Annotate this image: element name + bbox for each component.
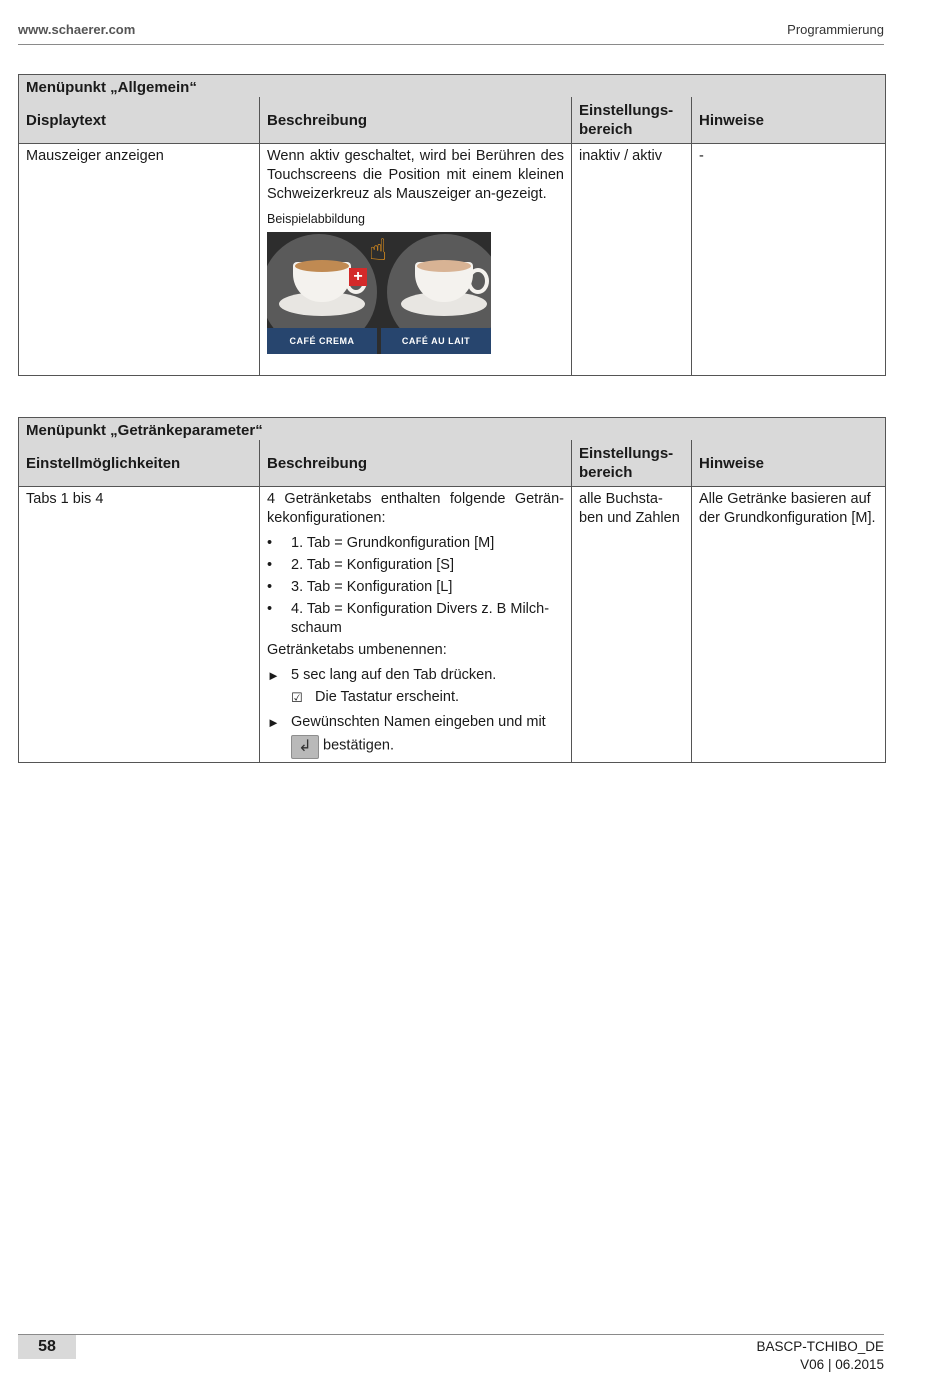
example-label: Beispielabbildung	[267, 212, 365, 226]
cell-range: alle Buchsta-ben und Zahlen	[572, 487, 692, 763]
step-text: 5 sec lang auf den Tab drücken.	[291, 667, 497, 683]
list-item	[267, 534, 564, 553]
column-header-beschreibung: Beschreibung	[260, 97, 572, 144]
footer-divider	[18, 1334, 884, 1335]
table-row	[19, 487, 886, 763]
cell-description	[260, 144, 572, 376]
header-divider	[18, 44, 884, 45]
rename-label: Getränketabs umbenennen:	[267, 642, 447, 658]
pointer-hand-icon: ☝	[369, 234, 388, 267]
column-header-beschreibung: Beschreibung	[260, 440, 572, 487]
result-text: Die Tastatur erscheint.	[315, 689, 459, 705]
step-text: Gewünschten Namen eingeben und mit	[291, 714, 546, 730]
column-header-einstellungsbereich: Einstellungs- bereich	[572, 97, 692, 144]
doc-code: BASCP-TCHIBO_DE	[756, 1339, 884, 1354]
cell-displaytext: Mauszeiger anzeigen	[19, 144, 260, 376]
header-website: www.schaerer.com	[18, 22, 136, 37]
table-row	[19, 144, 886, 376]
step-result	[267, 688, 564, 707]
table-title: Menüpunkt „Allgemein“	[19, 75, 886, 98]
coffee-surface-left	[295, 260, 349, 272]
swiss-cross-cursor-icon: +	[349, 268, 367, 286]
cell-option: Tabs 1 bis 4	[19, 487, 260, 763]
list-item-text: 1. Tab = Grundkonfiguration [M]	[291, 535, 495, 551]
bullet-icon: •	[267, 579, 273, 595]
list-item-text: 3. Tab = Konfiguration [L]	[291, 579, 453, 595]
example-image	[267, 232, 491, 354]
list-item	[267, 556, 564, 575]
doc-version: V06 | 06.2015	[800, 1357, 884, 1372]
cafe-crema-button: CAFÉ CREMA	[267, 328, 377, 354]
column-header-einstellmoeglichkeiten: Einstellmöglichkeiten	[19, 440, 260, 487]
cell-notes: -	[692, 144, 886, 376]
coffee-surface-right	[417, 260, 471, 272]
description-text: Wenn aktiv geschaltet, wird bei Berühren des Touchscreens die Position mit einem kleinen Schweizerkreuz als Mauszeiger an-gezeigt.	[267, 148, 564, 202]
step-arrow-icon: ►	[267, 715, 280, 730]
step-item	[267, 713, 564, 759]
column-header-hinweise: Hinweise	[692, 97, 886, 144]
bullet-icon: •	[267, 535, 273, 551]
bullet-icon: •	[267, 601, 273, 617]
column-header-hinweise: Hinweise	[692, 440, 886, 487]
list-item	[267, 578, 564, 597]
footer-doc-info	[756, 1338, 884, 1374]
step-text-end: bestätigen.	[323, 737, 394, 754]
table-allgemein	[18, 74, 886, 376]
list-item-text: 2. Tab = Konfiguration [S]	[291, 557, 454, 573]
step-arrow-icon: ►	[267, 668, 280, 683]
cafe-au-lait-button: CAFÉ AU LAIT	[381, 328, 491, 354]
step-item	[267, 666, 564, 685]
list-item	[267, 600, 564, 638]
page-number: 58	[18, 1335, 76, 1359]
column-header-displaytext: Displaytext	[19, 97, 260, 144]
cell-description	[260, 487, 572, 763]
cell-range: inaktiv / aktiv	[572, 144, 692, 376]
list-item-text: 4. Tab = Konfiguration Divers z. B Milch-schaum	[291, 601, 550, 636]
table-getraenkeparameter	[18, 417, 886, 763]
table-title: Menüpunkt „Getränkeparameter“	[19, 418, 886, 441]
cell-notes: Alle Getränke basieren auf der Grundkonfiguration [M].	[692, 487, 886, 763]
header-section: Programmierung	[787, 22, 884, 37]
column-header-einstellungsbereich: Einstellungs- bereich	[572, 440, 692, 487]
checkbox-check-icon: ☑	[291, 690, 303, 705]
intro-text: 4 Getränketabs enthalten folgende Geträn-kekonfigurationen:	[267, 491, 564, 526]
bullet-icon: •	[267, 557, 273, 573]
enter-key-icon: ↲	[291, 735, 319, 759]
